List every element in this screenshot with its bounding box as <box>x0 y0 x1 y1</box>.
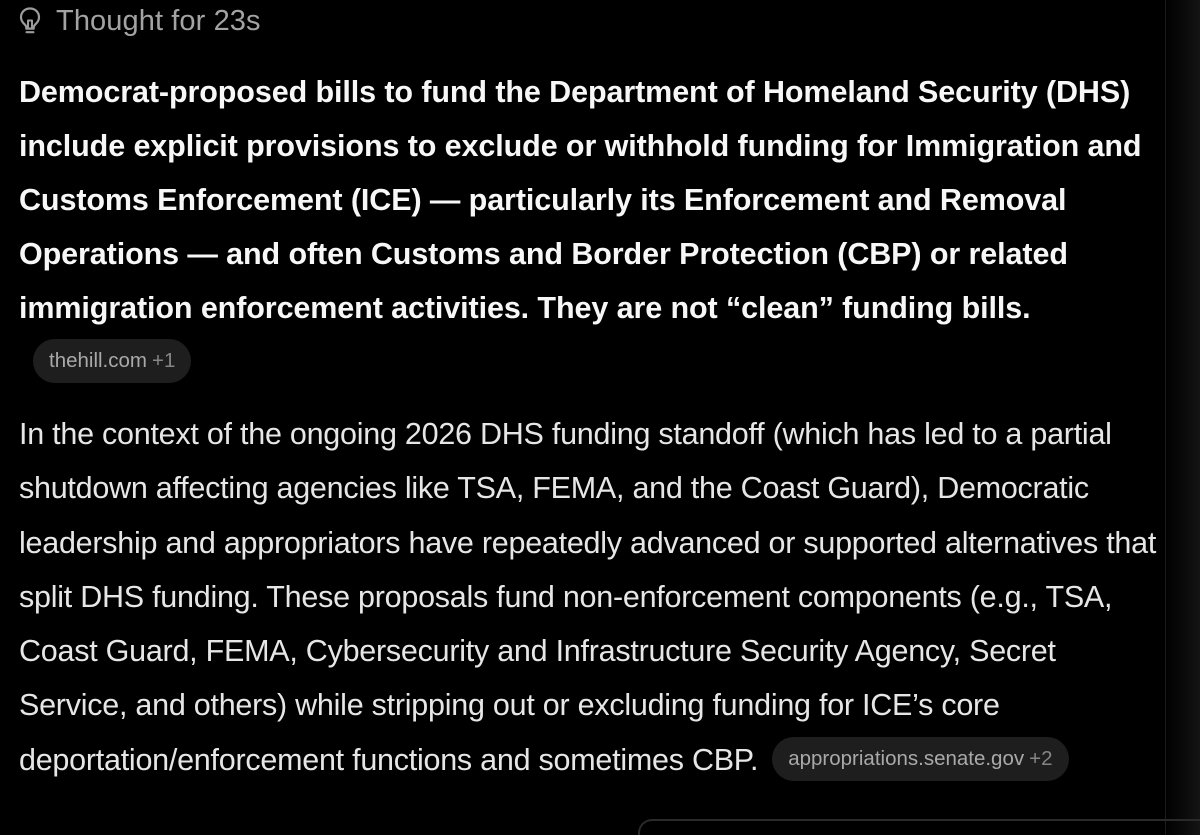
thought-toggle[interactable] <box>18 2 261 40</box>
composer-corner-edge <box>638 819 1200 835</box>
lightbulb-icon <box>18 6 42 36</box>
source-chip-domain: appropriations.senate.gov <box>788 746 1025 770</box>
source-chip-extra-count: +1 <box>152 348 176 372</box>
body-paragraph-text: In the context of the ongoing 2026 DHS funding standoff (which has led to a partial shutdown affecting agencies like TSA, FEMA, and the Coast Guard), Democratic leadership and appropriators have repeatedly advanced or supported alternatives that split DHS funding. These proposals fund non-enforcement components (e.g., TSA, Coast Guard, FEMA, Cybersecurity and Infrastructure Security Agency, Secret Service, and others) while stripping out or excluding funding for ICE’s core deportation/enforcement functions and sometimes CBP. <box>19 417 1157 777</box>
thought-duration-label: Thought for 23s <box>56 4 261 37</box>
source-chip-thehill[interactable] <box>33 339 191 383</box>
response-lead-paragraph <box>19 65 1159 389</box>
source-chip-extra-count: +2 <box>1029 746 1053 770</box>
window-edge <box>1164 0 1200 835</box>
response-content <box>19 65 1159 787</box>
response-body-paragraph <box>19 407 1159 787</box>
window-edge-line <box>1165 0 1166 835</box>
source-chip-appropriations[interactable] <box>772 737 1068 781</box>
source-chip-domain: thehill.com <box>49 348 147 372</box>
lead-paragraph-text: Democrat-proposed bills to fund the Department of Homeland Security (DHS) include explicit provisions to exclude or withhold funding for Immigration and Customs Enforcement (ICE) — particularly its Enforcement and Removal Operations — and often Customs and Border Protection (CBP) or related immigration enforcement activities. They are not “clean” funding bills. <box>19 75 1142 325</box>
